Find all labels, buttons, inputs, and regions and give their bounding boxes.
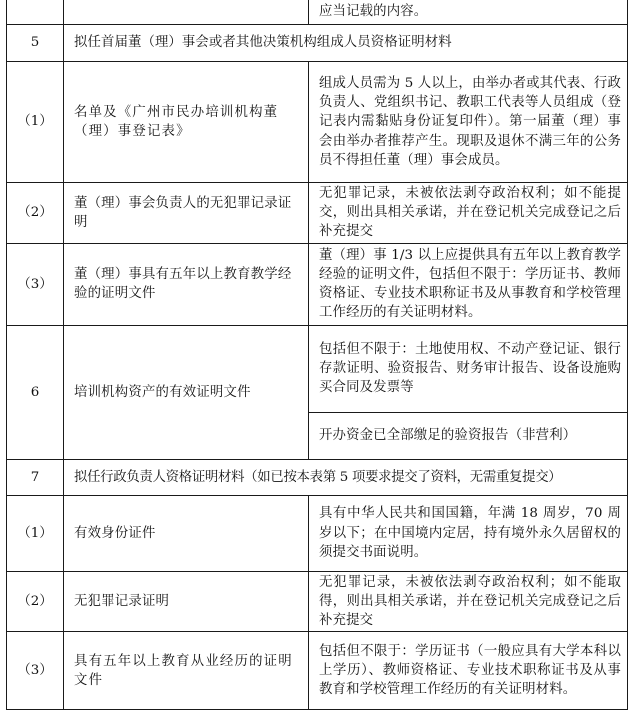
item-label: 有效身份证件 xyxy=(64,495,309,571)
item-description: 无犯罪记录，未被依法剥夺政治权利；如不能提交，则出具相关承诺，并在登记机关完成登记之后补充提交 xyxy=(309,183,628,244)
table-row xyxy=(7,243,628,325)
item-label: 董（理）事会负责人的无犯罪记录证明 xyxy=(64,183,309,244)
table-row xyxy=(7,62,628,183)
table-row-section-6 xyxy=(7,325,628,412)
materials-table xyxy=(6,0,628,710)
item-description: 组成人员需为 5 人以上，由举办者或其代表、行政负责人、党组织书记、教职工代表等人员组成（登记表内需黏贴身份证复印件）。第一届董（理）事会由举办者推荐产生。现职及退休不满三年的公务员不得担任董（理）事会成员。 xyxy=(309,62,628,183)
section-number: 6 xyxy=(7,325,64,459)
item-description: 董（理）事 1/3 以上应提供具有五年以上教育教学经验的证明文件，包括但不限于：学历证书、教师资格证、专业技术职称证书及从事教育和学校管理工作经历的有关证明材料。 xyxy=(309,243,628,325)
item-description: 包括但不限于：学历证书（一般应具有大学本科以上学历）、教师资格证、专业技术职称证书及从事教育和学校管理工作经历的有关证明材料。 xyxy=(309,632,628,710)
row-description: 应当记载的内容。 xyxy=(309,0,628,25)
item-label: 培训机构资产的有效证明文件 xyxy=(64,325,309,459)
item-number: （3） xyxy=(7,632,64,710)
table-row xyxy=(7,632,628,710)
item-number: （2） xyxy=(7,571,64,632)
item-description: 开办资金已全部缴足的验资报告（非营利） xyxy=(309,412,628,459)
item-label: 名单及《广州市民办培训机构董（理）事登记表》 xyxy=(64,62,309,183)
item-label: 董（理）事具有五年以上教育教学经验的证明文件 xyxy=(64,243,309,325)
section-number: 5 xyxy=(7,25,64,62)
section-header-5 xyxy=(7,25,628,62)
table-row xyxy=(7,571,628,632)
section-title: 拟任行政负责人资格证明材料（如已按本表第 5 项要求提交了资料，无需重复提交） xyxy=(64,459,628,495)
item-description: 无犯罪记录，未被依法剥夺政治权利；如不能取得，则出具相关承诺，并在登记机关完成登记之后补充提交 xyxy=(309,571,628,632)
table-row xyxy=(7,183,628,244)
table-row-fragment xyxy=(7,0,628,25)
item-description: 包括但不限于：土地使用权、不动产登记证、银行存款证明、验资报告、财务审计报告、设备设施购买合同及发票等 xyxy=(309,325,628,412)
section-title: 拟任首届董（理）事会或者其他决策机构组成人员资格证明材料 xyxy=(64,25,628,62)
item-number: （1） xyxy=(7,495,64,571)
item-number: （2） xyxy=(7,183,64,244)
table-row xyxy=(7,495,628,571)
section-number: 7 xyxy=(7,459,64,495)
item-description: 具有中华人民共和国国籍，年满 18 周岁，70 周岁以下；在中国境内定居，持有境外永久居留权的须提交书面说明。 xyxy=(309,495,628,571)
item-number: （1） xyxy=(7,62,64,183)
section-header-7 xyxy=(7,459,628,495)
item-label: 具有五年以上教育从业经历的证明文件 xyxy=(64,632,309,710)
item-label: 无犯罪记录证明 xyxy=(64,571,309,632)
row-number xyxy=(7,0,64,25)
item-number: （3） xyxy=(7,243,64,325)
row-label xyxy=(64,0,309,25)
